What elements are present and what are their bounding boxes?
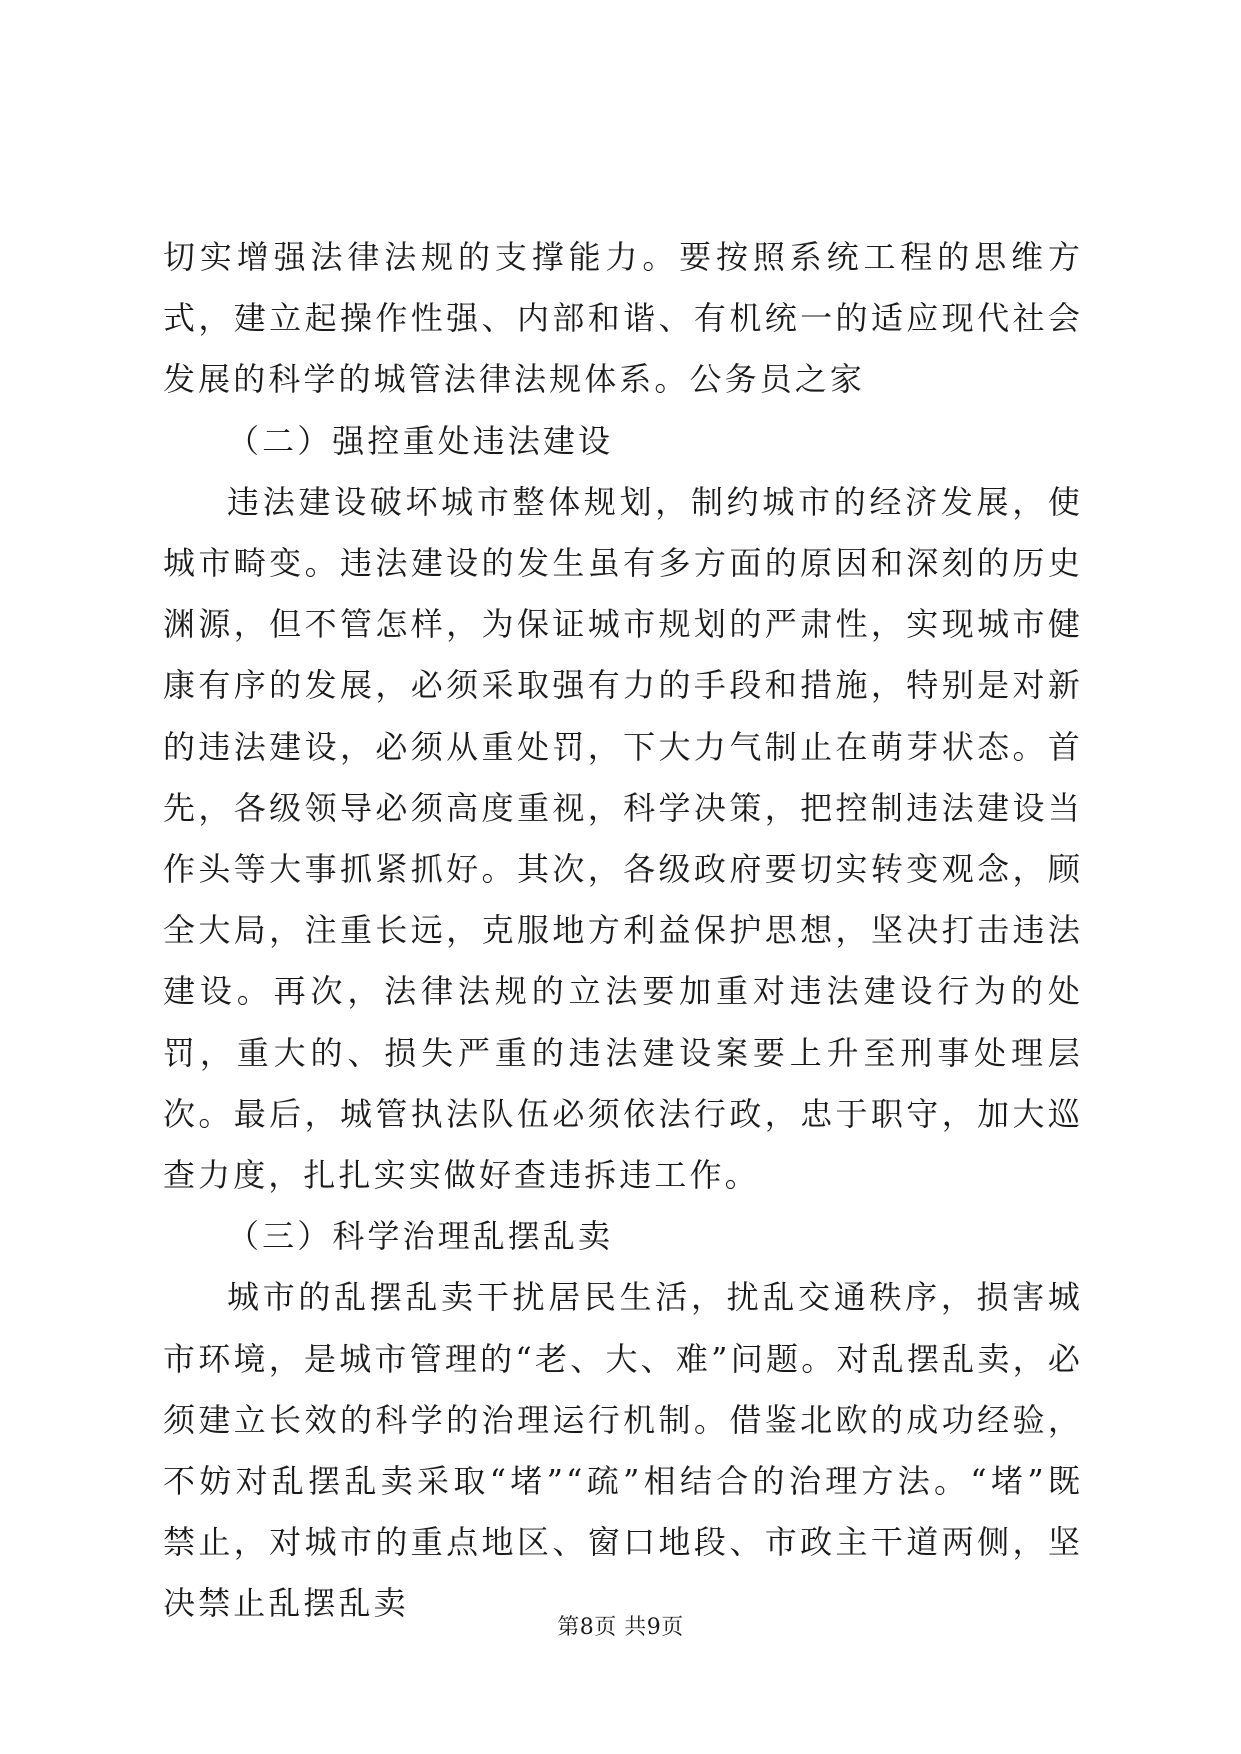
paragraph-continued: 切实增强法律法规的支撑能力。要按照系统工程的思维方式，建立起操作性强、内部和谐、有机统一的适应现代社会发展的科学的城管法律法规体系。公务员之家 xyxy=(163,238,1083,399)
section-heading-2: （二）强控重处违法建设 xyxy=(227,421,614,460)
paragraph-street-vending: 城市的乱摆乱卖干扰居民生活，扰乱交通秩序，损害城市环境，是城市管理的“老、大、难”问题。对乱摆乱卖，必须建立长效的科学的治理运行机制。借鉴北欧的成功经验，不妨对乱摆乱卖采取“堵”“疏”相结合的治理方法。“堵”既禁止，对城市的重点地区、窗口地段、市政主干道两侧，坚决禁止乱摆乱卖 xyxy=(163,1278,1083,1623)
section-heading-3: （三）科学治理乱摆乱卖 xyxy=(227,1217,614,1256)
paragraph-illegal-construction: 违法建设破坏城市整体规划，制约城市的经济发展，使城市畸变。违法建设的发生虽有多方面的原因和深刻的历史渊源，但不管怎样，为保证城市规划的严肃性，实现城市健康有序的发展，必须采取强有力的手段和措施，特别是对新的违法建设，必须从重处罚，下大力气制止在萌芽状态。首先，各级领导必须高度重视，科学决策，把控制违法建设当作头等大事抓紧抓好。其次，各级政府要切实转变观念，顾全大局，注重长远，克服地方利益保护思想，坚决打击违法建设。再次，法律法规的立法要加重对违法建设行为的处罚，重大的、损失严重的违法建设案要上升至刑事处理层次。最后，城管执法队伍必须依法行政，忠于职守，加大巡查力度，扎扎实实做好查违拆违工作。 xyxy=(163,482,1083,1195)
document-body xyxy=(163,227,1083,1635)
page-footer: 第8页 共9页 xyxy=(557,1615,684,1640)
